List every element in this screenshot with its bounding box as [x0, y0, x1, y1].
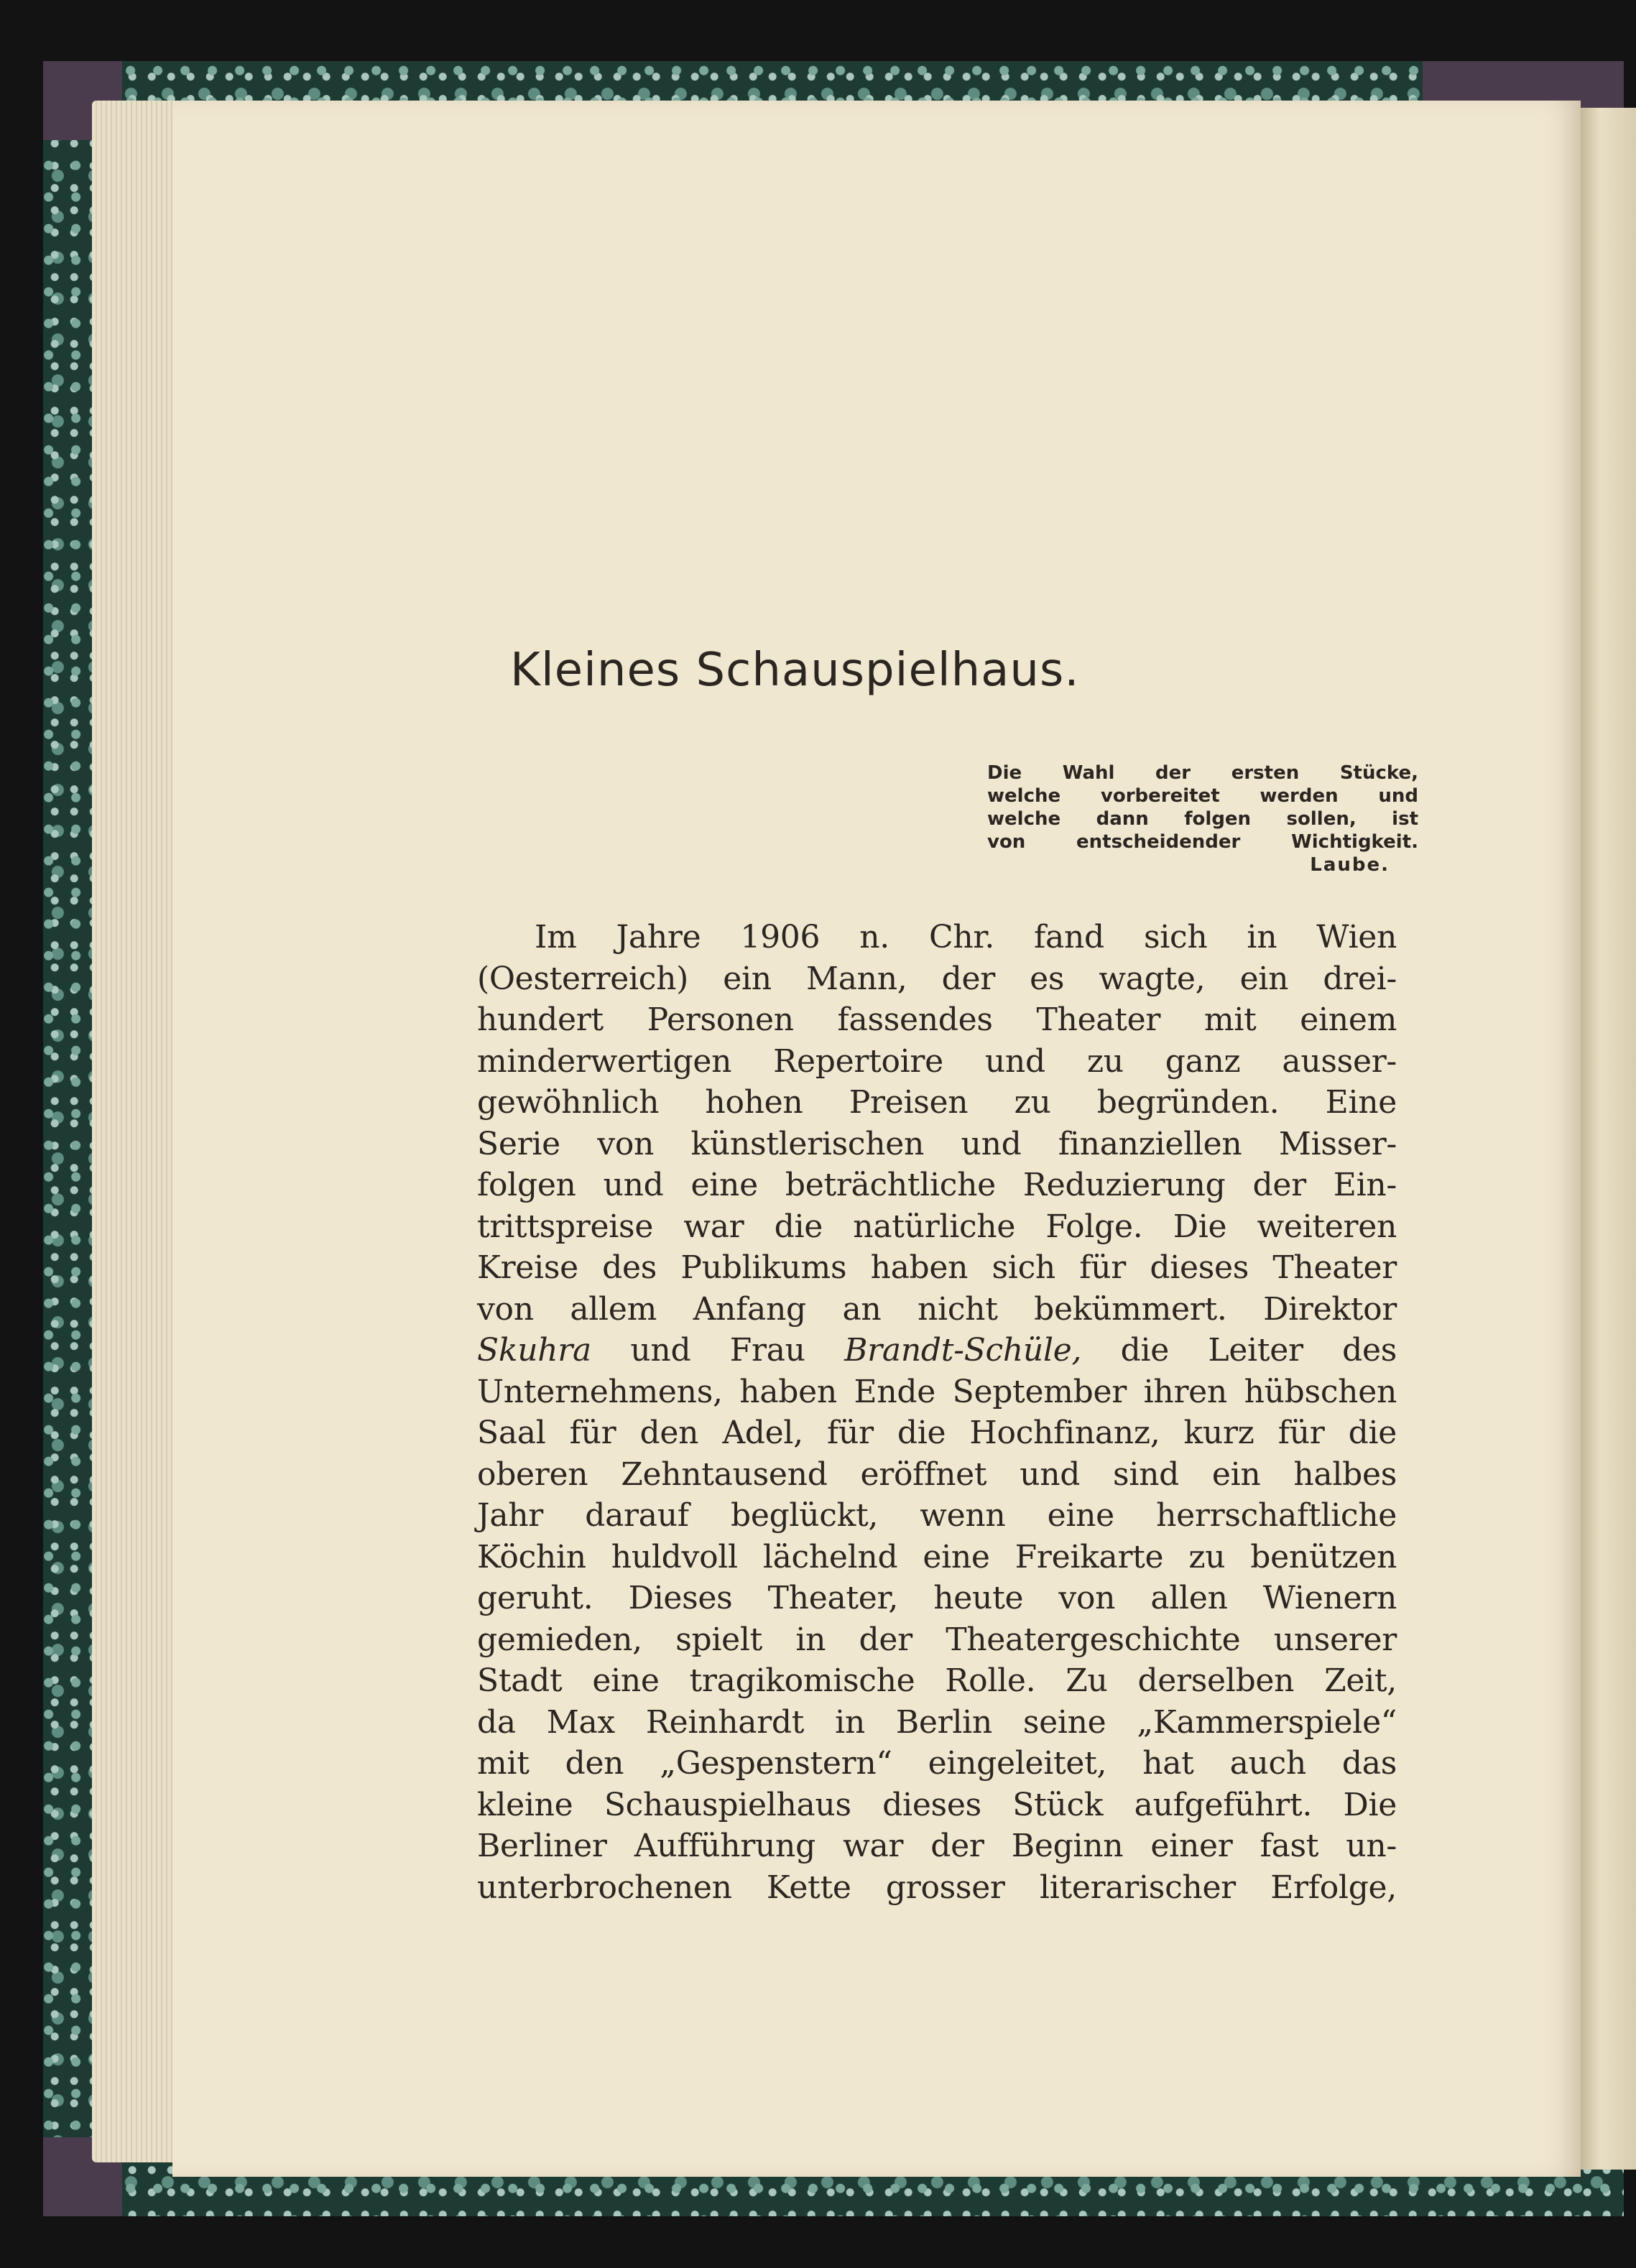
text-line: folgen und eine beträchtliche Reduzierung der Ein-	[477, 1167, 1397, 1203]
facing-page-edge	[1577, 108, 1636, 2170]
text-line: gewöhnlich hohen Preisen zu begründen. Eine	[477, 1084, 1397, 1121]
text-line: hundert Personen fassendes Theater mit einem	[477, 1001, 1397, 1038]
text-line: Stadt eine tragikomische Rolle. Zu derselben Zeit,	[477, 1662, 1397, 1699]
text-line: von allem Anfang an nicht bekümmert. Direktor	[477, 1290, 1397, 1328]
text-line: oberen Zehntausend eröffnet und sind ein halbes	[477, 1455, 1397, 1493]
text-line-with-names	[477, 1330, 1397, 1371]
text-line: trittspreise war die natürliche Folge. Die weiteren	[477, 1208, 1397, 1245]
epigraph	[987, 762, 1418, 876]
text-line: Berliner Aufführung war der Beginn einer fast un-	[477, 1828, 1397, 1864]
text-line: unterbrochenen Kette grosser literarischer Erfolge,	[477, 1869, 1397, 1906]
epigraph-line: welche vorbereitet werden und	[987, 785, 1418, 807]
text-line: geruht. Dieses Theater, heute von allen Wienern	[477, 1580, 1397, 1616]
epigraph-line: Die Wahl der ersten Stücke,	[987, 762, 1418, 784]
text-line: Unternehmens, haben Ende September ihren hübschen	[477, 1373, 1397, 1410]
text-line: da Max Reinhardt in Berlin seine „Kammerspiele“	[477, 1703, 1397, 1741]
person-name: Brandt-Schüle,	[844, 1332, 1082, 1369]
text-line: Köchin huldvoll lächelnd eine Freikarte zu benützen	[477, 1538, 1397, 1575]
text-line: Im Jahre 1906 n. Chr. fand sich in Wien	[535, 919, 1397, 955]
text-line: Jahr darauf beglückt, wenn eine herrschaftliche	[477, 1497, 1397, 1534]
body-text	[477, 917, 1397, 1908]
text-line: Saal für den Adel, für die Hochfinanz, kurz für die	[477, 1415, 1397, 1451]
text-fragment: und Frau	[591, 1332, 845, 1369]
epigraph-attribution: Laube.	[1310, 854, 1390, 876]
text-line: minderwertigen Repertoire und zu ganz ausser-	[477, 1042, 1397, 1080]
person-name: Skuhra	[477, 1332, 591, 1369]
text-fragment: die Leiter des	[1081, 1332, 1397, 1369]
epigraph-line: welche dann folgen sollen, ist	[987, 808, 1418, 830]
text-line: (Oesterreich) ein Mann, der es wagte, ein drei-	[477, 960, 1397, 997]
chapter-title: Kleines Schauspielhaus.	[510, 644, 1080, 697]
text-line: gemieden, spielt in der Theatergeschichte unserer	[477, 1621, 1397, 1658]
epigraph-line: von entscheidender Wichtigkeit.	[987, 831, 1418, 853]
text-line: kleine Schauspielhaus dieses Stück aufgeführt. Die	[477, 1786, 1397, 1823]
text-line: mit den „Gespenstern“ eingeleitet, hat auch das	[477, 1745, 1397, 1782]
text-line: Kreise des Publikums haben sich für dieses Theater	[477, 1249, 1397, 1286]
page-stack-edge	[92, 101, 178, 2162]
text-line: Serie von künstlerischen und finanziellen Misser-	[477, 1125, 1397, 1162]
